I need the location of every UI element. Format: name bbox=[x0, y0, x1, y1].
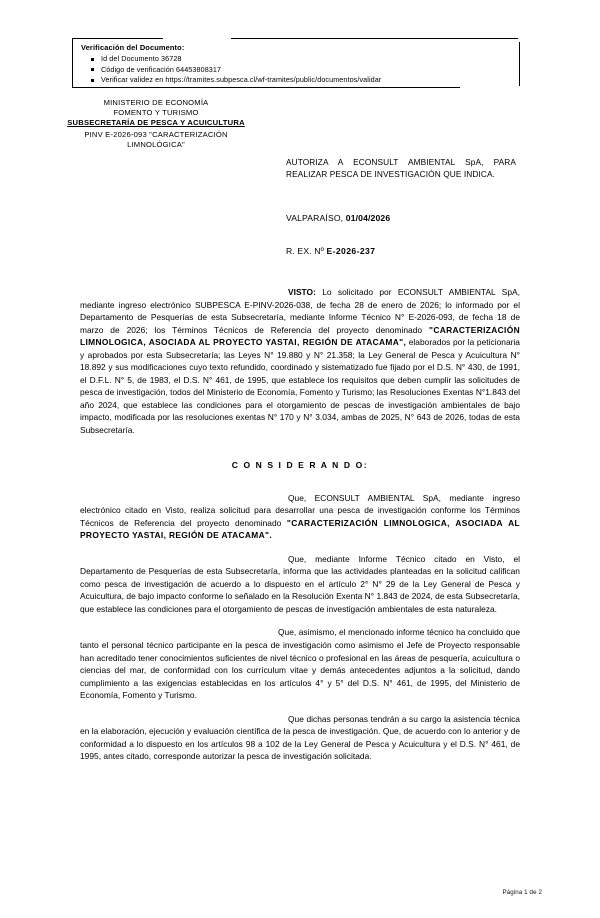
bullet-square-icon bbox=[91, 68, 94, 71]
border-notch-top-right bbox=[518, 37, 520, 42]
subsecretary-line: SUBSECRETARÍA DE PESCA Y ACUICULTURA bbox=[67, 118, 245, 128]
visto-text-b: elaborados por la peticionaria y aprobados por esta Subsecretaría; las Leyes N° 19.880 y N° 21.358; la Ley General de Pesca y Acuicultura N° 18.892 y sus modificaciones cuyo texto refundido, coordinado y sistematizado fue fijado por el D.S. N° 430, de 1991, el D.F.L. N° 5, de 1983, el D.S. N° 461, de 1995, que establece los requisitos que deben cumplir las solicitudes de pesca de investigación, todos del Ministerio de Economía, Fomento y Turismo; las Resoluciones Exentas N°1.843 del año 2024, que establece las condiciones para el otorgamiento de pescas de investigación ambientales de bajo impacto, modificada por las resoluciones exentas N° 170 y N° 3.034, ambas de 2025, N° 643 de 2026, todas de esta Subsecretaría. bbox=[80, 337, 520, 436]
paragraph-considerando-3 bbox=[80, 626, 520, 701]
date-value: 01/04/2026 bbox=[345, 213, 391, 223]
verification-item-url bbox=[101, 75, 519, 86]
resolution-value: E-2026-237 bbox=[326, 246, 376, 256]
city-label: VALPARAÍSO, bbox=[286, 213, 344, 223]
considerando-heading: C O N S I D E R A N D O: bbox=[231, 459, 369, 470]
visto-text-a: Lo solicitado por ECONSULT AMBIENTAL SpA, mediante ingreso electrónico SUBPESCA E-PINV-2026-038, de fecha 28 de enero de 2026; lo informado por el Departamento de Pesquerías de esta Subsecretaría, mediante Informe Técnico N° E-2026-093, de fecha 18 de marzo de 2026; los Términos Técnicos de Referencia del proyecto denominado bbox=[80, 287, 520, 335]
letterhead bbox=[30, 98, 282, 150]
visto-label: VISTO: bbox=[288, 287, 316, 297]
verification-item-code bbox=[101, 65, 519, 76]
visto-project-name: "CARACTERIZACIÓN LIMNOLOGICA, ASOCIADA AL PROYECTO YASTAI, REGIÓN DE ATACAMA", bbox=[80, 324, 520, 348]
verification-title: Verificación del Documento: bbox=[81, 43, 185, 52]
verification-item-text: Verificar validez en https://tramites.subpesca.cl/wf-tramites/public/documentos/validar bbox=[101, 75, 382, 84]
verification-box bbox=[72, 38, 520, 88]
verification-item-document-id bbox=[101, 54, 519, 65]
border-notch-top-left bbox=[163, 37, 231, 40]
considerando-3-text: Que, asimismo, el mencionado informe técnico ha concluido que tanto el personal técnico participante en la pesca de investigación como asimismo el Jefe de Proyecto responsable han acreditado tener conocimientos suficientes de nivel técnico o profesional en las áreas de pesquería, acuicultura o ciencias del mar, de conformidad con los currículum vitae y demás antecedentes adjuntos a la solicitud, dando cumplimiento a las exigencias establecidas en los artículos 4° y 5° del D.S. N° 461, de 1995, del Ministerio de Economía, Fomento y Turismo. bbox=[80, 627, 520, 701]
verification-item-text: Código de verificación 64453808317 bbox=[101, 64, 222, 74]
border-notch-bottom-right bbox=[460, 86, 520, 89]
ministry-line-2: FOMENTO Y TURISMO bbox=[113, 108, 199, 118]
document-subject: AUTORIZA A ECONSULT AMBIENTAL SpA, PARA REALIZAR PESCA DE INVESTIGACIÓN QUE INDICA. bbox=[286, 157, 516, 180]
paragraph-considerando-1 bbox=[80, 492, 520, 542]
resolution-prefix: R. EX. Nº bbox=[286, 246, 324, 256]
page-footer: Página 1 de 2 bbox=[502, 889, 542, 896]
bullet-square-icon bbox=[91, 58, 94, 61]
paragraph-considerando-2 bbox=[80, 553, 520, 616]
considerando-1-project-name: "CARACTERIZACIÓN LIMNOLOGICA, ASOCIADA AL PROYECTO YASTAI, REGIÓN DE ATACAMA". bbox=[80, 517, 520, 541]
verification-item-text: Id del Documento 36728 bbox=[101, 54, 182, 63]
resolution-number bbox=[286, 246, 375, 256]
project-code-line-1: PINV E-2026-093 "CARACTERIZACIÓN bbox=[84, 129, 228, 139]
considerando-2-text: Que, mediante Informe Técnico citado en Visto, el Departamento de Pesquerías de esta Subsecretaría, informa que las actividades planteadas en la solicitud califican como pesca de investigación de acuerdo a lo dispuesto en el artículo 2° N° 29 de la Ley General de Pesca y Acuicultura, de bajo impacto conforme lo señalado en la Resolución Exenta N° 1.843 de 2024, de esta Subsecretaría, que establece las condiciones para el otorgamiento de pescas de investigación ambientales de esta naturaleza. bbox=[80, 553, 520, 614]
bullet-square-icon bbox=[91, 79, 94, 82]
considerando-4-text: Que dichas personas tendrán a su cargo la asistencia técnica en la elaboración, ejecución y evaluación científica de la pesca de investigación. Que, de acuerdo con lo anterior y de conformidad a lo dispuesto en los artículos 98 a 102 de la Ley General de Pesca y Acuicultura y el D.S. N° 461, de 1995, antes citado, corresponde autorizar la pesca de investigación solicitada. bbox=[80, 713, 520, 762]
city-and-date bbox=[286, 213, 390, 223]
considerando-1-text: Que, ECONSULT AMBIENTAL SpA, mediante ingreso electrónico citado en Visto, realiza solicitud para desarrollar una pesca de investigación conforme los Términos Técnicos de Referencia del proyecto denominado bbox=[80, 492, 520, 528]
verification-list bbox=[81, 54, 519, 86]
ministry-line-1: MINISTERIO DE ECONOMÍA bbox=[103, 98, 209, 107]
paragraph-considerando-4 bbox=[80, 713, 520, 763]
paragraph-visto bbox=[80, 286, 520, 437]
project-code-line-2: LIMNOLÓGICA" bbox=[127, 139, 185, 149]
document-body bbox=[80, 286, 520, 774]
